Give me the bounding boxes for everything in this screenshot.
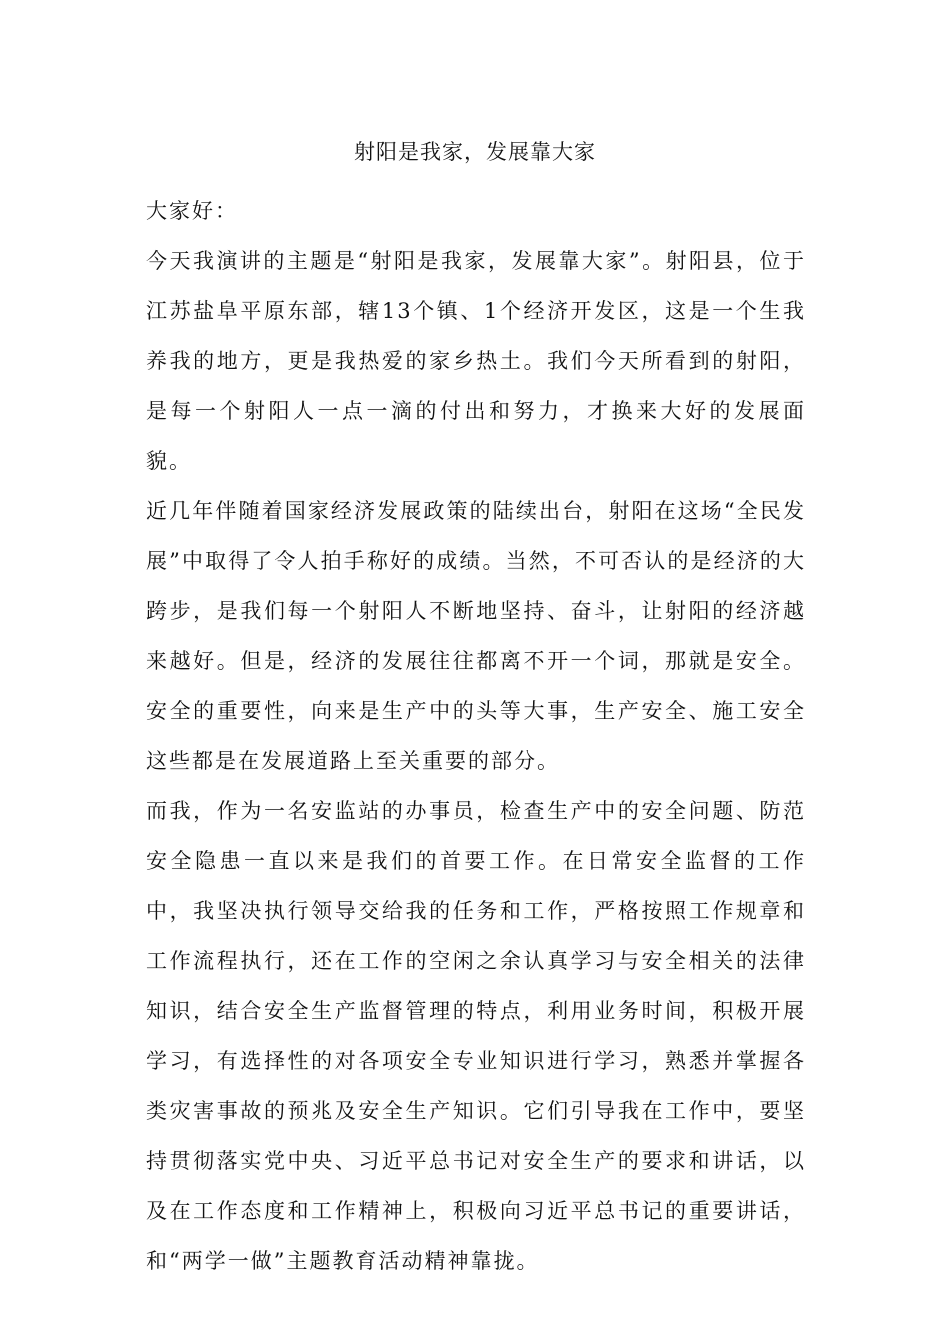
greeting: 大家好： xyxy=(146,199,238,223)
paragraph-2: 近几年伴随着国家经济发展政策的陆续出台，射阳在这场“全民发展”中取得了令人拍手称好的成绩。当然，不可否认的是经济的大跨步，是我们每一个射阳人不断地坚持、奋斗，让射阳的经济越来越好。但是，经济的发展往往都离不开一个词，那就是安全。安全的重要性，向来是生产中的头等大事，生产安全、施工安全这些都是在发展道路上至关重要的部分。 xyxy=(146,499,806,773)
paragraph-1: 今天我演讲的主题是“射阳是我家，发展靠大家”。射阳县，位于江苏盐阜平原东部，辖13个镇、1个经济开发区，这是一个生我养我的地方，更是我热爱的家乡热土。我们今天所看到的射阳，是每一个射阳人一点一滴的付出和努力，才换来大好的发展面貌。 xyxy=(146,249,806,473)
document-body xyxy=(146,186,806,1286)
paragraph-3: 而我，作为一名安监站的办事员，检查生产中的安全问题、防范安全隐患一直以来是我们的首要工作。在日常安全监督的工作中，我坚决执行领导交给我的任务和工作，严格按照工作规章和工作流程执行，还在工作的空闲之余认真学习与安全相关的法律知识，结合安全生产监督管理的特点，利用业务时间，积极开展学习，有选择性的对各项安全专业知识进行学习，熟悉并掌握各类灾害事故的预兆及安全生产知识。它们引导我在工作中，要坚持贯彻落实党中央、习近平总书记对安全生产的要求和讲话，以及在工作态度和工作精神上，积极向习近平总书记的重要讲话，和“两学一做”主题教育活动精神靠拢。 xyxy=(146,799,806,1273)
document-title: 射阳是我家，发展靠大家 xyxy=(354,140,596,164)
